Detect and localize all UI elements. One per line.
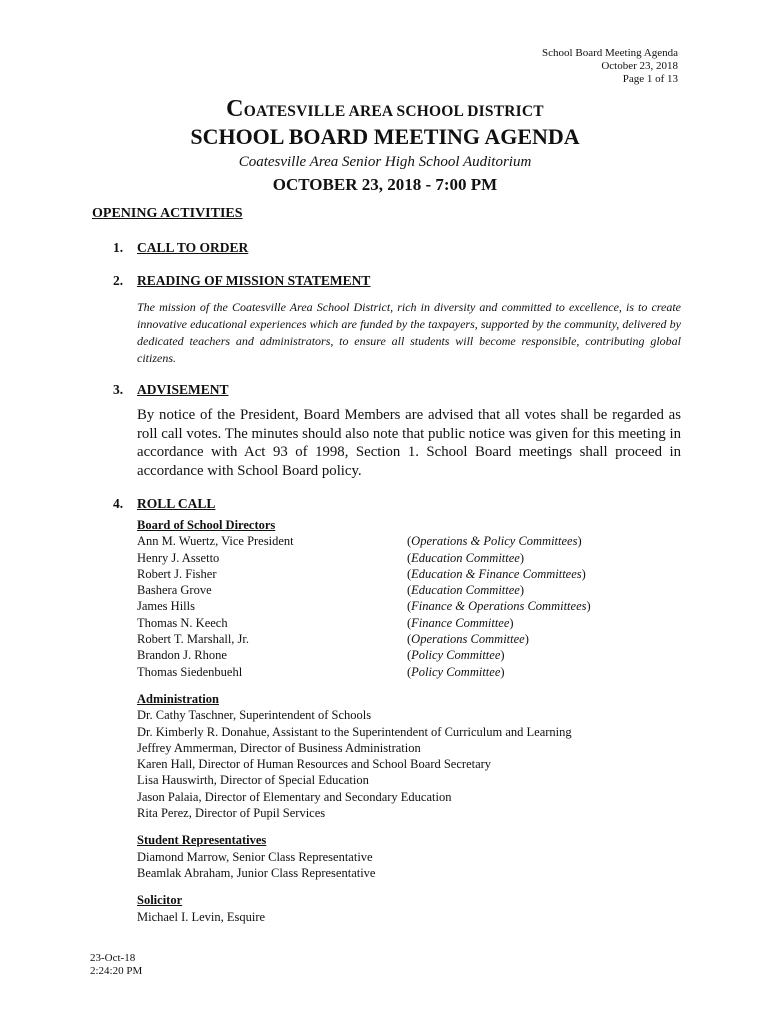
- board-member-committee: (Policy Committee): [407, 664, 505, 679]
- title-block: [0, 96, 770, 195]
- board-member-row: [137, 566, 697, 582]
- board-member-name: Thomas N. Keech: [137, 615, 228, 630]
- board-member-name: James Hills: [137, 599, 195, 614]
- board-member-name: Thomas Siedenbuehl: [137, 664, 243, 679]
- board-member-name: Henry J. Assetto: [137, 550, 220, 565]
- board-member-row: [137, 631, 697, 647]
- student-reps-list: [137, 849, 697, 882]
- board-member-row: [137, 647, 697, 663]
- board-member-row: [137, 664, 697, 680]
- board-member-name: Ann M. Wuertz, Vice President: [137, 534, 294, 549]
- agenda-item-advisement: 3. ADVISEMENT: [113, 382, 229, 397]
- agenda-item-mission: 2. READING OF MISSION STATEMENT: [113, 273, 371, 288]
- board-member-row: [137, 598, 697, 614]
- meeting-location: Coatesville Area Senior High School Auditorium: [238, 154, 532, 170]
- board-member-name: Robert J. Fisher: [137, 566, 217, 581]
- agenda-title: SCHOOL BOARD MEETING AGENDA: [190, 124, 580, 149]
- print-timestamp: [90, 952, 142, 978]
- student-reps-heading: Student Representatives: [137, 833, 267, 848]
- administrator: Jeffrey Ammerman, Director of Business Administration: [137, 740, 421, 755]
- solicitor-heading: Solicitor: [137, 893, 183, 908]
- board-member-row: [137, 550, 697, 566]
- header-date: October 23, 2018: [601, 60, 678, 72]
- board-member-committee: (Education Committee): [407, 550, 525, 565]
- administrator: Jason Palaia, Director of Elementary and Secondary Education: [137, 789, 452, 804]
- footer-time: 2:24:20 PM: [90, 965, 143, 977]
- footer-date: 23-Oct-18: [90, 952, 136, 964]
- administration-list: [137, 707, 697, 821]
- advisement-text: By notice of the President, Board Members are advised that all votes shall be regarded as roll call votes. The minutes should also note that public notice was given for this meeting in accordance with Act 93 of 1998, Section 1. School Board meetings shall proceed in accordance with School Board policy.: [137, 407, 681, 479]
- agenda-item-call-to-order: 1. CALL TO ORDER: [113, 240, 249, 255]
- administrator: Dr. Cathy Taschner, Superintendent of Schools: [137, 708, 372, 723]
- meeting-datetime: OCTOBER 23, 2018 - 7:00 PM: [272, 175, 498, 194]
- roll-call-list: [137, 517, 697, 925]
- board-member-name: Robert T. Marshall, Jr.: [137, 632, 250, 647]
- board-member-committee: (Policy Committee): [407, 648, 505, 663]
- administrator: Rita Perez, Director of Pupil Services: [137, 806, 326, 821]
- student-representative: Beamlak Abraham, Junior Class Representative: [137, 865, 376, 880]
- board-member-committee: (Finance Committee): [407, 615, 514, 630]
- opening-activities-heading: OPENING ACTIVITIES: [92, 206, 243, 221]
- board-member-committee: (Operations & Policy Committees): [407, 534, 582, 549]
- administrator: Lisa Hauswirth, Director of Special Education: [137, 773, 369, 788]
- header-page-number: Page 1 of 13: [622, 73, 678, 85]
- board-member-name: Bashera Grove: [137, 583, 212, 598]
- board-member-committee: (Finance & Operations Committees): [407, 599, 591, 614]
- administration-heading: Administration: [137, 691, 219, 706]
- board-member-name: Brandon J. Rhone: [137, 648, 227, 663]
- board-member-committee: (Education Committee): [407, 583, 525, 598]
- header-doc-name: School Board Meeting Agenda: [542, 47, 678, 59]
- administrator: Dr. Kimberly R. Donahue, Assistant to the Superintendent of Curriculum and Learning: [137, 724, 572, 739]
- board-member-committee: (Operations Committee): [407, 632, 529, 647]
- student-representative: Diamond Marrow, Senior Class Representative: [137, 849, 373, 864]
- agenda-item-roll-call: 4. ROLL CALL: [113, 496, 216, 511]
- board-member-row: [137, 582, 697, 598]
- board-member-committee: (Education & Finance Committees): [407, 566, 586, 581]
- board-member-row: [137, 533, 697, 549]
- mission-statement: The mission of the Coatesville Area School District, rich in diversity and committed to excellence, is to create innovative educational experiences which are funded by the taxpayers, supported by the community, delivered by dedicated teachers and administrators, to ensure all students will become responsible, contributing global citizens.: [137, 300, 681, 365]
- solicitor-name: Michael I. Levin, Esquire: [137, 909, 266, 924]
- administrator: Karen Hall, Director of Human Resources and School Board Secretary: [137, 757, 492, 772]
- board-heading: Board of School Directors: [137, 518, 276, 532]
- board-member-row: [137, 615, 697, 631]
- board-members: [137, 533, 697, 680]
- district-name: COATESVILLE AREA SCHOOL DISTRICT: [226, 96, 544, 122]
- running-header: [542, 47, 678, 86]
